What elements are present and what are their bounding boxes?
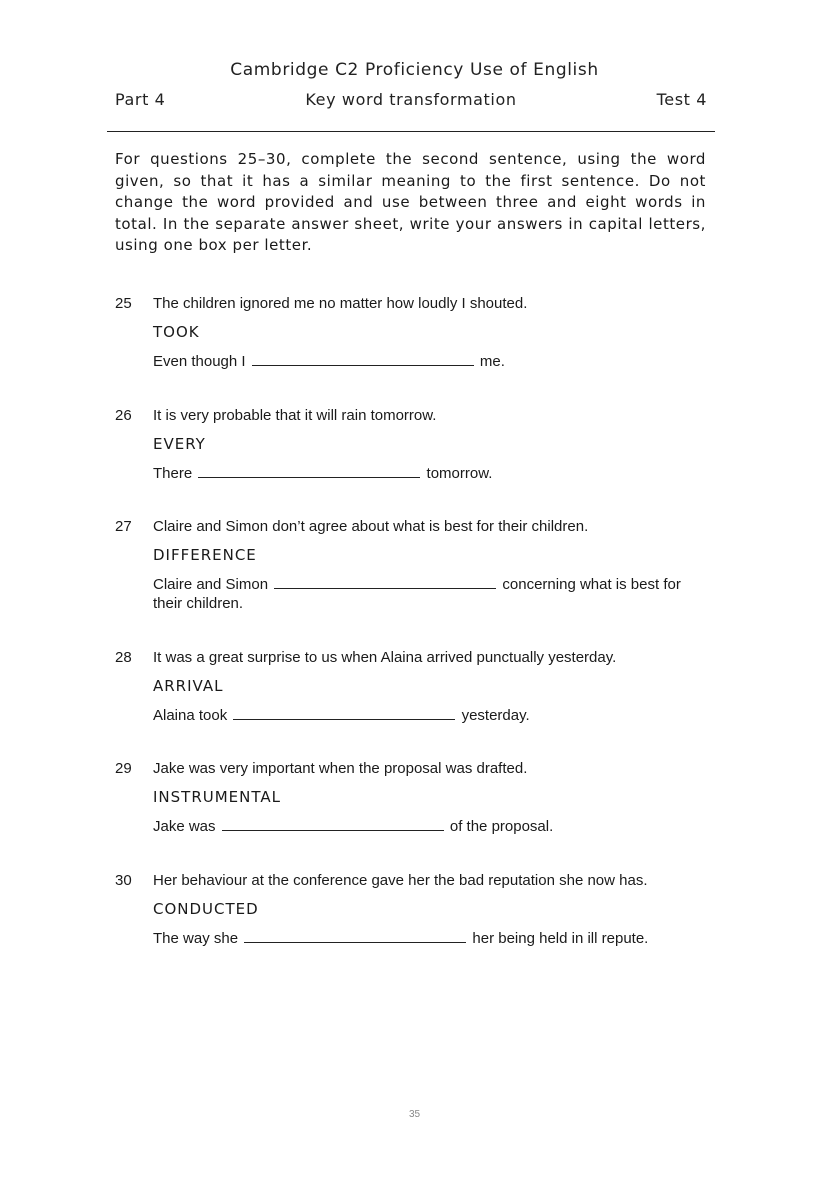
answer-gap[interactable] xyxy=(222,817,444,831)
answer-suffix: tomorrow. xyxy=(426,465,493,482)
answer-suffix: me. xyxy=(479,353,505,370)
question-body xyxy=(153,295,703,371)
part-label: Part 4 xyxy=(115,90,166,109)
answer-gap[interactable] xyxy=(252,352,474,366)
question-body xyxy=(153,872,703,948)
question-number: 28 xyxy=(115,649,132,666)
question-sentence: Jake was very important when the proposal was drafted. xyxy=(153,760,528,777)
key-word: DIFFERENCE xyxy=(153,546,257,564)
answer-suffix: concerning what is best for their children. xyxy=(153,576,681,612)
answer-line xyxy=(153,817,703,836)
question-sentence: It was a great surprise to us when Alaina arrived punctually yesterday. xyxy=(153,649,617,666)
answer-suffix: yesterday. xyxy=(461,707,530,724)
question-body xyxy=(153,649,703,725)
answer-line xyxy=(153,575,703,613)
key-word: INSTRUMENTAL xyxy=(153,788,281,806)
question-number: 27 xyxy=(115,518,132,535)
key-word: TOOK xyxy=(153,323,200,341)
answer-line xyxy=(153,929,703,948)
answer-prefix: Claire and Simon xyxy=(153,576,269,593)
answer-prefix: Even though I xyxy=(153,353,246,370)
test-label: Test 4 xyxy=(656,90,707,109)
answer-suffix: her being held in ill repute. xyxy=(472,930,649,947)
instructions: For questions 25–30, complete the second sentence, using the word given, so that it has a similar meaning to the first sentence. Do not change the word provided and use between three and eight words in total. In the separate answer sheet, write your answers in capital letters, using one box per letter. xyxy=(115,150,706,255)
key-word: ARRIVAL xyxy=(153,677,224,695)
question-body xyxy=(153,760,703,836)
answer-gap[interactable] xyxy=(244,929,466,943)
header-divider xyxy=(107,131,715,132)
question-number: 26 xyxy=(115,407,132,424)
answer-prefix: There xyxy=(153,465,193,482)
answer-line xyxy=(153,464,703,483)
answer-prefix: Alaina took xyxy=(153,707,228,724)
answer-line xyxy=(153,706,703,725)
question-sentence: Her behaviour at the conference gave her the bad reputation she now has. xyxy=(153,872,648,889)
question-number: 30 xyxy=(115,872,132,889)
question-sentence: The children ignored me no matter how loudly I shouted. xyxy=(153,295,528,312)
answer-prefix: Jake was xyxy=(153,818,216,835)
answer-gap[interactable] xyxy=(233,706,455,720)
answer-line xyxy=(153,352,703,371)
key-word: EVERY xyxy=(153,435,206,453)
key-word: CONDUCTED xyxy=(153,900,259,918)
question-body xyxy=(153,518,703,613)
header-row xyxy=(115,90,707,112)
question-number: 29 xyxy=(115,760,132,777)
question-sentence: It is very probable that it will rain tomorrow. xyxy=(153,407,437,424)
section-title: Key word transformation xyxy=(305,90,517,109)
question-number: 25 xyxy=(115,295,132,312)
answer-prefix: The way she xyxy=(153,930,239,947)
question-sentence: Claire and Simon don’t agree about what is best for their children. xyxy=(153,518,589,535)
answer-gap[interactable] xyxy=(274,575,496,589)
answer-gap[interactable] xyxy=(198,464,420,478)
page-title: Cambridge C2 Proficiency Use of English xyxy=(230,60,599,80)
page-number: 35 xyxy=(408,1109,421,1120)
question-body xyxy=(153,407,703,483)
answer-suffix: of the proposal. xyxy=(449,818,554,835)
